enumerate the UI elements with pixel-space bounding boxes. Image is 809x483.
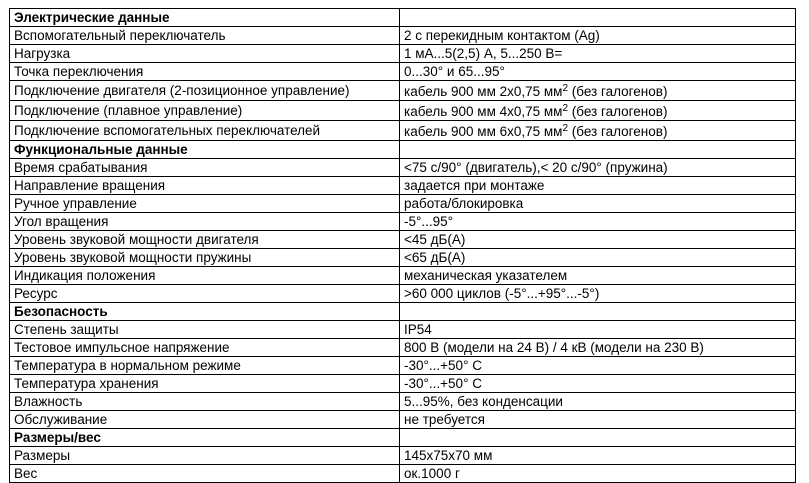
spec-value [400, 81, 796, 101]
spec-value-note: (без галогенов) [568, 84, 668, 99]
spec-value: задается при монтаже [400, 177, 796, 195]
spec-value: не требуется [400, 411, 796, 429]
spec-value-superscript: 2 [562, 103, 569, 114]
spec-value: -30°...+50° С [400, 357, 796, 375]
spec-param: Температура в нормальном режиме [10, 357, 400, 375]
spec-value: <65 дБ(А) [400, 249, 796, 267]
spec-row [10, 285, 796, 303]
spec-row [10, 45, 796, 63]
section-row-dimensions [10, 429, 796, 447]
spec-param: Ресурс [10, 285, 400, 303]
spec-param: Ручное управление [10, 195, 400, 213]
section-title: Функциональные данные [10, 141, 400, 159]
spec-value: <75 с/90° (двигатель),< 20 с/90° (пружина) [400, 159, 796, 177]
spec-param: Подключение вспомогательных переключателей [10, 121, 400, 141]
spec-param: Время срабатывания [10, 159, 400, 177]
section-row-electrical [10, 9, 796, 27]
spec-param: Уровень звуковой мощности пружины [10, 249, 400, 267]
spec-row [10, 27, 796, 45]
spec-param: Обслуживание [10, 411, 400, 429]
spec-param: Температура хранения [10, 375, 400, 393]
section-empty-cell [400, 141, 796, 159]
spec-param: Размеры [10, 447, 400, 465]
spec-row [10, 195, 796, 213]
section-empty-cell [400, 9, 796, 27]
spec-param: Влажность [10, 393, 400, 411]
spec-param: Тестовое импульсное напряжение [10, 339, 400, 357]
spec-value-note: (без галогенов) [568, 124, 668, 139]
spec-row [10, 249, 796, 267]
spec-param: Вес [10, 465, 400, 483]
spec-row [10, 465, 796, 483]
spec-value: -30°...+50° С [400, 375, 796, 393]
spec-row [10, 81, 796, 101]
spec-value: 800 В (модели на 24 В) / 4 кВ (модели на 230 В) [400, 339, 796, 357]
spec-row [10, 411, 796, 429]
section-row-safety [10, 303, 796, 321]
spec-value-note: (без галогенов) [568, 104, 668, 119]
spec-param: Вспомогательный переключатель [10, 27, 400, 45]
spec-param: Подключение двигателя (2-позиционное управление) [10, 81, 400, 101]
spec-value [400, 101, 796, 121]
spec-value: 5...95%, без конденсации [400, 393, 796, 411]
spec-row [10, 121, 796, 141]
spec-value-main: кабель 900 мм 2x0,75 мм [404, 84, 563, 99]
spec-value: -5°...95° [400, 213, 796, 231]
spec-row [10, 375, 796, 393]
spec-value: 0...30° и 65...95° [400, 63, 796, 81]
section-empty-cell [400, 303, 796, 321]
spec-value: ок.1000 г [400, 465, 796, 483]
spec-value: <45 дБ(А) [400, 231, 796, 249]
section-title: Размеры/вес [10, 429, 400, 447]
spec-table [9, 8, 796, 483]
spec-row [10, 101, 796, 121]
spec-row [10, 267, 796, 285]
spec-value: 145x75x70 мм [400, 447, 796, 465]
spec-row [10, 177, 796, 195]
section-title: Безопасность [10, 303, 400, 321]
spec-value-main: кабель 900 мм 4x0,75 мм [404, 104, 563, 119]
spec-value [400, 121, 796, 141]
section-title: Электрические данные [10, 9, 400, 27]
spec-value: работа/блокировка [400, 195, 796, 213]
spec-value-main: кабель 900 мм 6x0,75 мм [404, 124, 563, 139]
section-row-functional [10, 141, 796, 159]
spec-row [10, 357, 796, 375]
spec-value-superscript: 2 [562, 123, 569, 134]
spec-row [10, 321, 796, 339]
spec-row [10, 231, 796, 249]
spec-value: механическая указателем [400, 267, 796, 285]
spec-row [10, 339, 796, 357]
spec-value-superscript: 2 [562, 83, 569, 94]
spec-value: 2 с перекидным контактом (Ag) [400, 27, 796, 45]
spec-row [10, 213, 796, 231]
spec-param: Уровень звуковой мощности двигателя [10, 231, 400, 249]
spec-value: 1 мА...5(2,5) А, 5...250 В= [400, 45, 796, 63]
spec-param: Нагрузка [10, 45, 400, 63]
spec-param: Угол вращения [10, 213, 400, 231]
spec-value: >60 000 циклов (-5°...+95°...-5°) [400, 285, 796, 303]
spec-row [10, 393, 796, 411]
spec-param: Степень защиты [10, 321, 400, 339]
spec-row [10, 63, 796, 81]
spec-row [10, 447, 796, 465]
section-empty-cell [400, 429, 796, 447]
spec-param: Подключение (плавное управление) [10, 101, 400, 121]
spec-param: Направление вращения [10, 177, 400, 195]
spec-value: IP54 [400, 321, 796, 339]
spec-param: Индикация положения [10, 267, 400, 285]
spec-row [10, 159, 796, 177]
spec-param: Точка переключения [10, 63, 400, 81]
